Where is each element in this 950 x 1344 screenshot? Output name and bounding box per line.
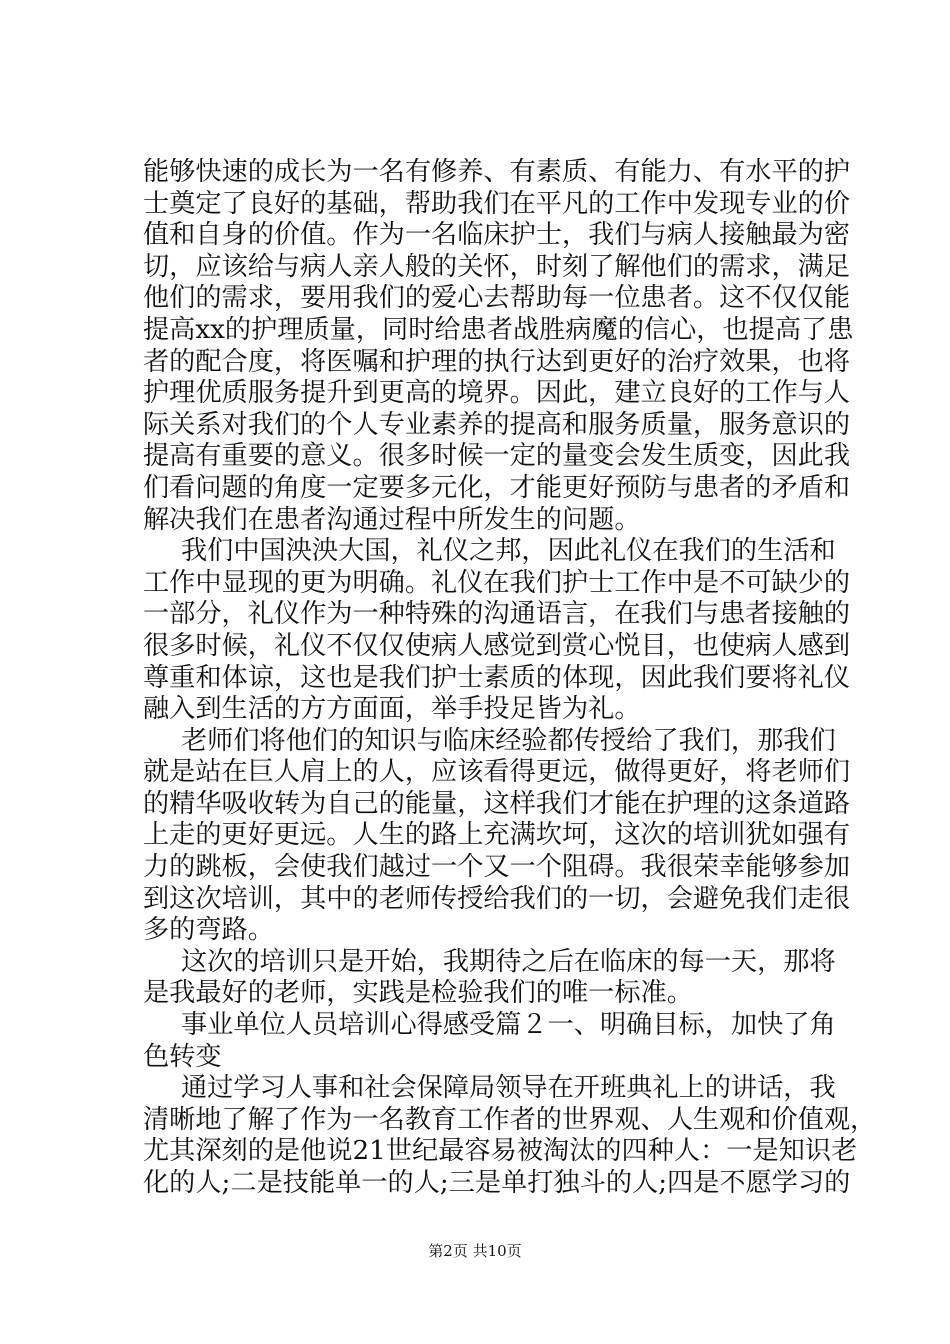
text-line: 一部分，礼仪作为一种特殊的沟通语言，在我们与患者接触的	[143, 599, 851, 630]
text-line: 护理优质服务提升到更高的境界。因此，建立良好的工作与人	[143, 378, 851, 409]
text-line: 到这次培训，其中的老师传授给我们的一切，会避免我们走很	[143, 883, 851, 914]
document-body	[143, 157, 877, 1200]
text-line: 上走的更好更远。人生的路上充满坎坷，这次的培训犹如强有	[143, 820, 851, 851]
page-footer: 第2页 共10页	[428, 1242, 522, 1260]
text-line: 尤其深刻的是他说21世纪最容易被淘汰的四种人：一是知识老	[143, 1136, 858, 1167]
text-line: 提高有重要的意义。很多时候一定的量变会发生质变，因此我	[143, 441, 851, 472]
text-line: 的精华吸收转为自己的能量，这样我们才能在护理的这条道路	[143, 788, 851, 819]
text-line: 工作中显现的更为明确。礼仪在我们护士工作中是不可缺少的	[143, 567, 851, 598]
text-line: 提高xx的护理质量，同时给患者战胜病魔的信心，也提高了患	[143, 314, 854, 345]
text-line: 他们的需求，要用我们的爱心去帮助每一位患者。这不仅仅能	[143, 283, 851, 314]
text-line: 尊重和体谅，这也是我们护士素质的体现，因此我们要将礼仪	[143, 662, 851, 693]
text-line: 化的人;二是技能单一的人;三是单打独斗的人;四是不愿学习的	[143, 1168, 851, 1198]
paragraph-start-line: 这次的培训只是开始，我期待之后在临床的每一天，那将	[181, 946, 836, 977]
text-line: 力的跳板，会使我们越过一个又一个阻碍。我很荣幸能够参加	[143, 852, 851, 883]
text-line: 清晰地了解了作为一名教育工作者的世界观、人生观和价值观，	[143, 1104, 877, 1135]
text-line: 解决我们在患者沟通过程中所发生的问题。	[143, 504, 641, 535]
text-line: 值和自身的价值。作为一名临床护士，我们与病人接触最为密	[143, 220, 851, 251]
text-line: 们看问题的角度一定要多元化，才能更好预防与患者的矛盾和	[143, 472, 851, 503]
text-line: 际关系对我们的个人专业素养的提高和服务质量，服务意识的	[143, 409, 851, 440]
text-line: 是我最好的老师，实践是检验我们的唯一标准。	[143, 978, 693, 1009]
text-line: 能够快速的成长为一名有修养、有素质、有能力、有水平的护	[143, 157, 851, 187]
section-heading-line: 事业单位人员培训心得感受篇２一、明确目标，加快了角	[181, 1010, 836, 1041]
text-line: 者的配合度，将医嘱和护理的执行达到更好的治疗效果，也将	[143, 346, 851, 377]
paragraph-start-line: 我们中国泱泱大国，礼仪之邦，因此礼仪在我们的生活和	[181, 536, 836, 567]
text-line: 色转变	[143, 1041, 222, 1072]
text-line: 士奠定了良好的基础，帮助我们在平凡的工作中发现专业的价	[143, 188, 851, 219]
paragraph-start-line: 老师们将他们的知识与临床经验都传授给了我们，那我们	[181, 725, 836, 756]
paragraph-start-line: 通过学习人事和社会保障局领导在开班典礼上的讲话，我	[181, 1073, 836, 1104]
text-line: 就是站在巨人肩上的人，应该看得更远，做得更好，将老师们	[143, 757, 851, 788]
text-line: 很多时候，礼仪不仅仅使病人感觉到赏心悦目，也使病人感到	[143, 630, 851, 661]
text-line: 融入到生活的方方面面，举手投足皆为礼。	[143, 694, 641, 725]
text-line: 多的弯路。	[143, 915, 274, 946]
text-line: 切，应该给与病人亲人般的关怀，时刻了解他们的需求，满足	[143, 251, 851, 282]
